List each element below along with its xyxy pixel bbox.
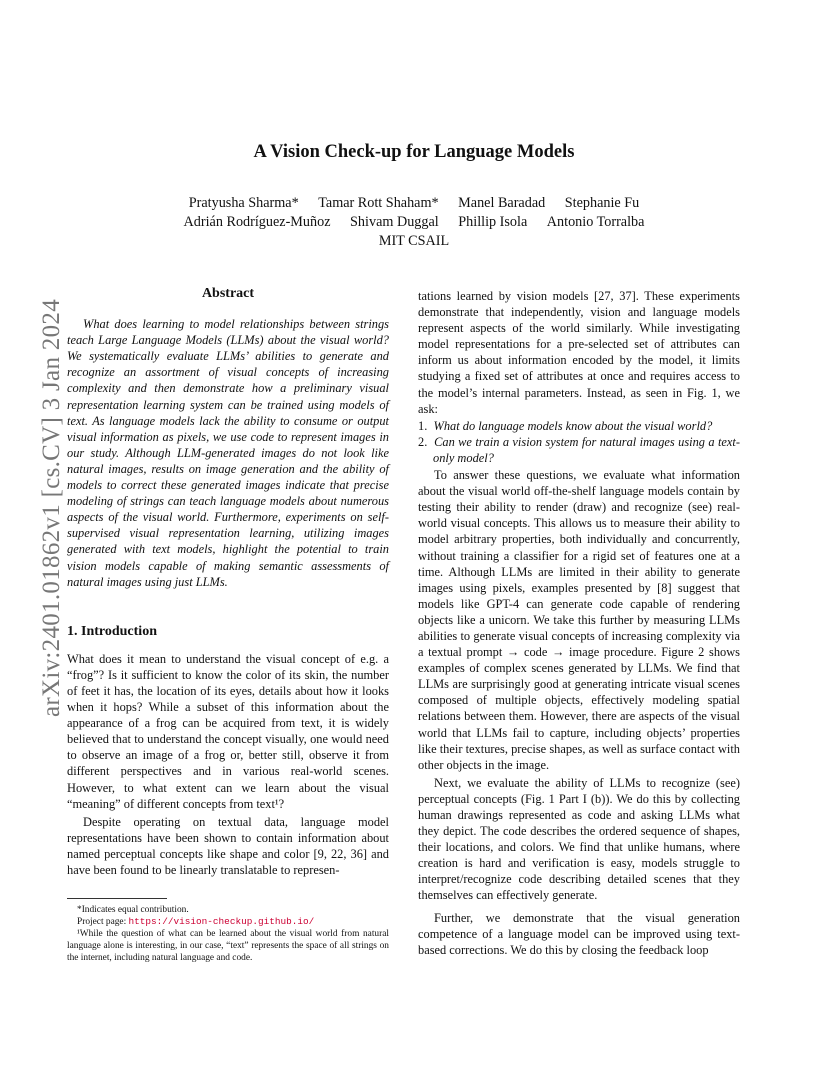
- author: Manel Baradad: [458, 195, 546, 211]
- question-number: 2.: [418, 434, 428, 449]
- arxiv-id: arXiv:2401.01862v1 [cs.CV] 3 Jan 2024: [38, 299, 65, 717]
- author-block: [0, 194, 828, 251]
- intro-paragraph-2: Despite operating on textual data, language model representations have been shown to contain information about named perceptual concepts like shape and color [9, 22, 36] and have been found to be linearly translatable to represen-: [67, 814, 389, 877]
- author: Antonio Torralba: [546, 214, 645, 230]
- author: Phillip Isola: [458, 214, 528, 230]
- author: Stephanie Fu: [564, 195, 640, 211]
- author: Tamar Rott Shaham*: [318, 195, 439, 211]
- abstract-heading: Abstract: [201, 286, 255, 301]
- author: Shivam Duggal: [350, 214, 439, 230]
- right-column: [418, 288, 740, 958]
- footnote-equal-contribution: *Indicates equal contribution.: [77, 905, 189, 915]
- question-list: [418, 418, 740, 466]
- footnote-project-page: [67, 916, 389, 928]
- section-heading-introduction: 1. Introduction: [67, 623, 157, 639]
- author: Adrián Rodríguez-Muñoz: [183, 214, 331, 230]
- question-number: 1.: [418, 418, 428, 433]
- affiliation: MIT CSAIL: [378, 233, 450, 249]
- authors-line-2: [0, 213, 828, 232]
- paper-title: A Vision Check-up for Language Models: [253, 142, 575, 162]
- author: Pratyusha Sharma*: [188, 195, 299, 211]
- body-paragraph-1: tations learned by vision models [27, 37]. These experiments demonstrate that independently, vision and language models represent aspects of the world similarly. While investigating model representations for a pre-selected set of attributes can inform us about information encoded by the model, it limits studying a fixed set of attributes at once and requires access to the model’s internal parameters. Instead, as seen in Fig. 1, we ask:: [418, 289, 740, 416]
- authors-line-1: [0, 194, 828, 213]
- question-text: Can we train a vision system for natural images using a text-only model?: [433, 434, 740, 465]
- footnotes: [67, 898, 389, 964]
- question-item: [418, 434, 740, 466]
- project-page-link[interactable]: https://vision-checkup.github.io/: [128, 916, 315, 927]
- footnote-divider: [67, 898, 167, 899]
- intro-paragraph-1: What does it mean to understand the visual concept of e.g. a “frog”? Is it sufficient to know the color of its skin, the number of feet it has, the location of its eyes, details about how it looks when it hops? While a subset of this information about the appearance of a frog can be acquired from text, it is widely believed that to understand the concept visually, one would need to observe an image of a frog or, better still, observe it from different perspectives and in various real-world scenes. However, to what extent can we learn about the visual “meaning” of different concepts from text¹?: [67, 651, 389, 811]
- question-text: What do language models know about the visual world?: [433, 418, 713, 433]
- arxiv-stamp: [17, 297, 65, 717]
- question-item: [418, 418, 740, 434]
- body-paragraph-3: Next, we evaluate the ability of LLMs to recognize (see) perceptual concepts (Fig. 1 Part I (b)). We do this by collecting human drawings represented as code and asking LLMs what they depict. The code describes the ordered sequence of shapes, their locations, and colors. We find that unlike humans, where creation is hard and verification is easy, models struggle to interpret/recognize code describing detailed scenes that they themselves can effectively generate.: [418, 775, 740, 903]
- footnote-1: ¹While the question of what can be learned about the visual world from natural language alone is interesting, in our case, “text” represents the space of all strings on the internet, including natural language and code.: [67, 929, 389, 963]
- left-column: [67, 286, 389, 878]
- body-paragraph-4: Further, we demonstrate that the visual generation competence of a language model can be improved using text-based corrections. We do this by closing the feedback loop: [418, 910, 740, 957]
- abstract-text: What does learning to model relationships between strings teach Large Language Models (LLMs) about the visual world? We systematically evaluate LLMs’ abilities to generate and recognize an assortment of visual concepts of increasing complexity and then demonstrate how a preliminary visual representation learning system can be trained using models of text. As language models lack the ability to consume or output visual information as pixels, we use code to represent images in our study. Although LLM-generated images do not look like natural images, results on image generation and the ability of models to correct these generated images indicate that precise modeling of strings can teach language models about numerous aspects of the visual world. Furthermore, experiments on self-supervised visual representation learning, utilizing images generated with text models, highlight the potential to train vision models capable of making semantic assessments of natural images using just LLMs.: [67, 317, 389, 589]
- body-paragraph-2: To answer these questions, we evaluate what information about the visual world off-the-shelf language models contain by testing their ability to render (draw) and recognize (see) real-world visual concepts. This allows us to measure their ability to model arbitrary properties, both individually and concurrently, without training a classifier for a rigid set of features one at a time. Although LLMs are limited in their ability to generate images using pixels, examples presented by [8] suggest that models like GPT-4 can generate code capable of rendering objects like a unicorn. We take this further by measuring LLMs abilities to generate visual concepts of increasing complexity via a textual prompt → code → image procedure. Figure 2 shows examples of complex scenes generated by LLMs. We find that LLMs are surprisingly good at generating intricate visual scenes composed of multiple objects, effectively modeling spatial relations between them. However, there are aspects of the visual world that LLMs fail to capture, including objects’ properties like their textures, precise shapes, as well as surface contact with other objects in the image.: [418, 468, 740, 772]
- project-page-label: Project page:: [77, 917, 129, 927]
